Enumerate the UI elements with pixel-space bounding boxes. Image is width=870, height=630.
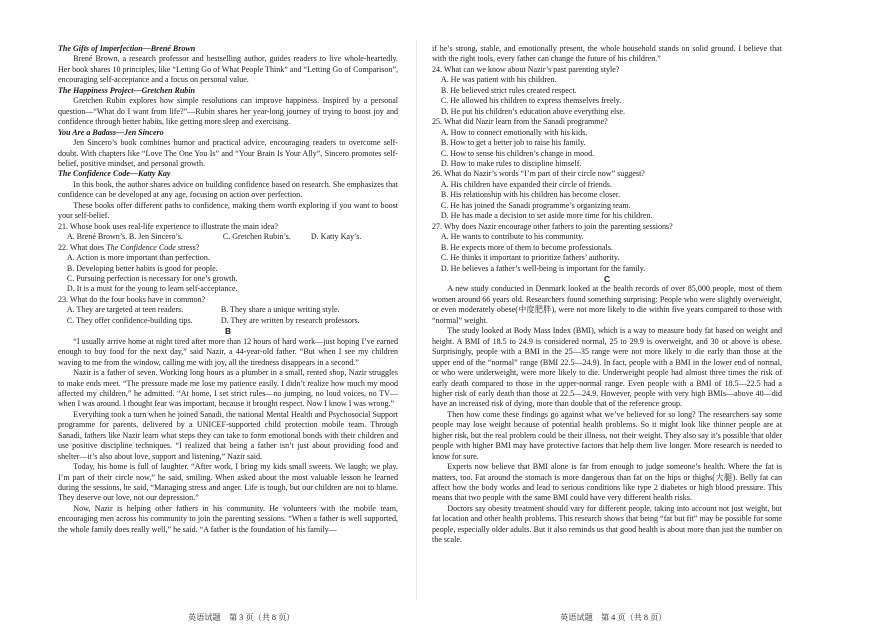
question-23-options-row-2 xyxy=(58,316,398,326)
option-21d: D. Katty Kay’s. xyxy=(310,232,362,242)
question-21: 21. Whose book uses real-life experience to illustrate the main idea? xyxy=(58,221,278,231)
passage-c-paragraph-4: Experts now believe that BMI alone is far from enough to judge someone’s health. Where the fat is matters, too. Fat around the stomach is more dangerous than fat on the hips or thighs(大腿). Belly fat can affect how the body works and lead to serious conditions like type 2 diabetes or high blood pressure. This means that two people with the same BMI could have very different health risks. xyxy=(432,462,782,503)
section-b-heading: B xyxy=(224,326,232,337)
section-c-heading: C xyxy=(603,273,611,284)
passage-c-paragraph-2: The study looked at Body Mass Index (BMI), which is a way to measure body fat based on weight and height. A BMI of 18.5 to 24.9 is considered normal, 25 to 29.9 is overweight, and 30 or above is obese. Surprisingly, people with a BMI in the 25—35 range were not more likely to die early than those at the upper end of the “normal” range (BMI 22.5—24.9). In fact, people with a BMI in the lower end of normal, or who were underweight, were more likely to die. Underweight people had almost three times the risk of early death compared to those in the upper-normal range. Even people with a BMI of 18.5—22.5 had a higher risk of early death than those at 22.5—24.9. However, people with very high BMIs—above 40—did have an increased risk of dying, more than double that of the reference group. xyxy=(432,326,782,409)
question-26: 26. What do Nazir’s words “I’m part of their circle now” suggest? xyxy=(432,169,645,179)
question-23: 23. What do the four books have in common? xyxy=(58,294,206,304)
option-24d: D. He put his children’s education above everything else. xyxy=(440,106,625,116)
book-heading-1: The Gifts of Imperfection—Brené Brown xyxy=(58,44,196,53)
option-21a: A. Brené Brown’s. xyxy=(66,232,128,242)
book-paragraph-1: Brené Brown, a research professor and bestselling author, guides readers to live whole-heartedly. Her book shares 10 principles, like “Letting Go of What People Think” and “Letting Go of Comparison”, encouraging self-acceptance and a focus on personal value. xyxy=(58,54,398,85)
option-24b: B. He believed strict rules created respect. xyxy=(440,85,577,95)
page-footer-left: 英语试题 第 3 页（共 8 页） xyxy=(188,613,295,622)
page-divider xyxy=(416,40,417,600)
question-24: 24. What can we know about Nazir’s past parenting style? xyxy=(432,64,620,74)
page-footer-right: 英语试题 第 4 页（共 8 页） xyxy=(560,613,667,622)
question-22-prefix: 22. What does xyxy=(58,242,107,252)
passage-b-continuation: if he’s strong, stable, and emotionally present, the whole household stands on solid ground. I believe that with the right tools, every father can change the future of his children.” xyxy=(432,44,782,64)
option-22a: A. Action is more important than perfection. xyxy=(66,253,210,263)
option-25c: C. How to sense his children’s change in mood. xyxy=(440,148,595,158)
question-25: 25. What did Nazir learn from the Sanadi programme? xyxy=(432,117,608,127)
passage-b-paragraph-4: Today, his home is full of laughter. “After work, I bring my kids small sweets. We laugh; we play. I’m part of their circle now,” he said, smiling. When asked about the most valuable lesson he learned during the sessions, he said, “Managing stress and anger. Life is tough, but our children are not to blame. They deserve our love, not our depression.” xyxy=(58,462,398,503)
option-24c: C. He allowed his children to express themselves freely. xyxy=(440,96,622,106)
option-25d: D. How to make rules to discipline himself. xyxy=(440,158,582,168)
book-heading-4: The Confidence Code—Katty Kay xyxy=(58,169,171,179)
right-page-column xyxy=(432,44,782,546)
option-25b: B. How to get a better job to raise his family. xyxy=(440,138,586,148)
book-heading-3: You Are a Badass—Jen Sincero xyxy=(58,127,164,137)
book-heading-2: The Happiness Project—Gretchen Rubin xyxy=(58,85,196,95)
passage-b-paragraph-2: Nazir is a father of seven. Working long hours as a plumber in a small, rented shop, Nazir struggles to make ends meet. “The pressure made me lose my patience easily. I didn’t realize how much my mood affected my children,” he admitted. “At home, I set strict rules—no jumping, no loud voices, no TV—when I was around. I thought fear was important, because it brought respect. Now I know I was wrong.” xyxy=(58,368,398,409)
option-23b: B. They share a unique writing style. xyxy=(220,305,340,315)
question-22-title: The Confidence Code xyxy=(106,242,176,252)
book-paragraph-2: Gretchen Rubin explores how simple resolutions can improve happiness. Inspired by a personal question—“What do I want from life?”—Rubin shares her year-long journey of trying to boost joy and confidence through better habits, like getting more sleep and exercising. xyxy=(58,96,398,127)
passage-b-paragraph-3: Everything took a turn when he joined Sanadi, the national Mental Health and Psychosocial Support programme for parents, delivered by a UNICEF-supported child protection mobile team. Through Sanadi, fathers like Nazir learn what steps they can take to form emotional bonds with their children and use positive discipline techniques. “I realized that being a father isn’t just about providing food and shelter—it’s also about love, support and listening,” Nazir said. xyxy=(58,409,398,461)
option-22d: D. It is a must for the young to learn self-acceptance. xyxy=(66,284,238,294)
option-23c: C. They offer confidence-building tips. xyxy=(66,315,193,325)
option-26d: D. He has made a decision to set aside more time for his children. xyxy=(440,211,653,221)
question-22-suffix: stress? xyxy=(175,242,200,252)
passage-c-paragraph-5: Doctors say obesity treatment should vary for different people, taking into account not just weight, but fat location and other health problems. This research shows that being “fat but fit” may be possible for some people, especially older adults. But it also reminds us that good health is about more than just the number on the scale. xyxy=(432,503,782,545)
passage-c-paragraph-3: Then how come these findings go against what we’ve believed for so long? The researchers say some people may lose weight because of potential health problems. So it might look like thinner people are at higher risk, but the real problem could be their illness, not their weight. They also say it’s possible that older people with higher BMI may have protective factors that help them live longer. More research is needed to know for sure. xyxy=(432,409,782,461)
option-27c: C. He thinks it important to prioritize fathers’ authority. xyxy=(440,253,620,263)
question-22 xyxy=(58,243,398,253)
option-22c: C. Pursuing perfection is necessary for one’s growth. xyxy=(66,273,238,283)
option-23a: A. They are targeted at teen readers. xyxy=(66,305,184,315)
left-page-column xyxy=(58,44,398,535)
option-27b: B. He expects more of them to become professionals. xyxy=(440,242,613,252)
option-23d: D. They are written by research professors. xyxy=(220,315,360,325)
option-26c: C. He has joined the Sanadi programme’s organizing team. xyxy=(440,200,631,210)
book-paragraph-3: Jen Sincero’s book combines humor and practical advice, encouraging readers to overcome self-doubt. With chapters like “Love The One You Is” and “Your Brain Is Your Ally”, Sincero promotes self-belief, positive mindset, and personal growth. xyxy=(58,138,398,168)
option-25a: A. How to connect emotionally with his kids. xyxy=(440,127,588,137)
passage-b-paragraph-1: “I usually arrive home at night tired after more than 12 hours of hard work—just hoping I’ve earned enough to buy food for the next day,” said Nazir, a 44-year-old father. “But when I see my children waving to me from the window, calling me with joy, all the tiredness disappears in a second.” xyxy=(58,336,398,367)
question-21-options xyxy=(58,232,398,242)
conclusion-paragraph: These books offer different paths to confidence, making them worth exploring if you want to boost your self-belief. xyxy=(58,200,398,221)
question-27: 27. Why does Nazir encourage other fathers to join the parenting sessions? xyxy=(432,221,673,231)
option-22b: B. Developing better habits is good for people. xyxy=(66,263,218,273)
option-27a: A. He wants to contribute to his community. xyxy=(440,232,584,242)
option-21c: C. Gretchen Rubin’s. xyxy=(222,232,291,242)
option-26a: A. His children have expanded their circle of friends. xyxy=(440,179,612,189)
option-24a: A. He was patient with his children. xyxy=(440,75,557,85)
passage-c-paragraph-1: A new study conducted in Denmark looked at the health records of over 85,000 people, most of them women around 66 years old. Researchers found something surprising: People who were slightly overweight, or even moderately obese(中度肥胖), were not more likely to die within five years compared to those with “normal” weight. xyxy=(432,284,782,325)
passage-b-paragraph-5: Now, Nazir is helping other fathers in his community. He volunteers with the mobile team, encouraging men across his community to join the parenting sessions. “When a father is well supported, the whole family does really well,” he said. “A father is the foundation of his family— xyxy=(58,503,398,534)
option-21b: B. Jen Sincero’s. xyxy=(128,232,183,242)
question-23-options-row-1 xyxy=(58,305,398,315)
option-26b: B. His relationship with his children has become closer. xyxy=(440,190,621,200)
book-paragraph-4: In this book, the author shares advice on building confidence based on research. She emphasizes that confidence can be developed at any age, focusing on action over perfection. xyxy=(58,179,398,200)
option-27d: D. He believes a father’s well-being is important for the family. xyxy=(440,263,646,273)
